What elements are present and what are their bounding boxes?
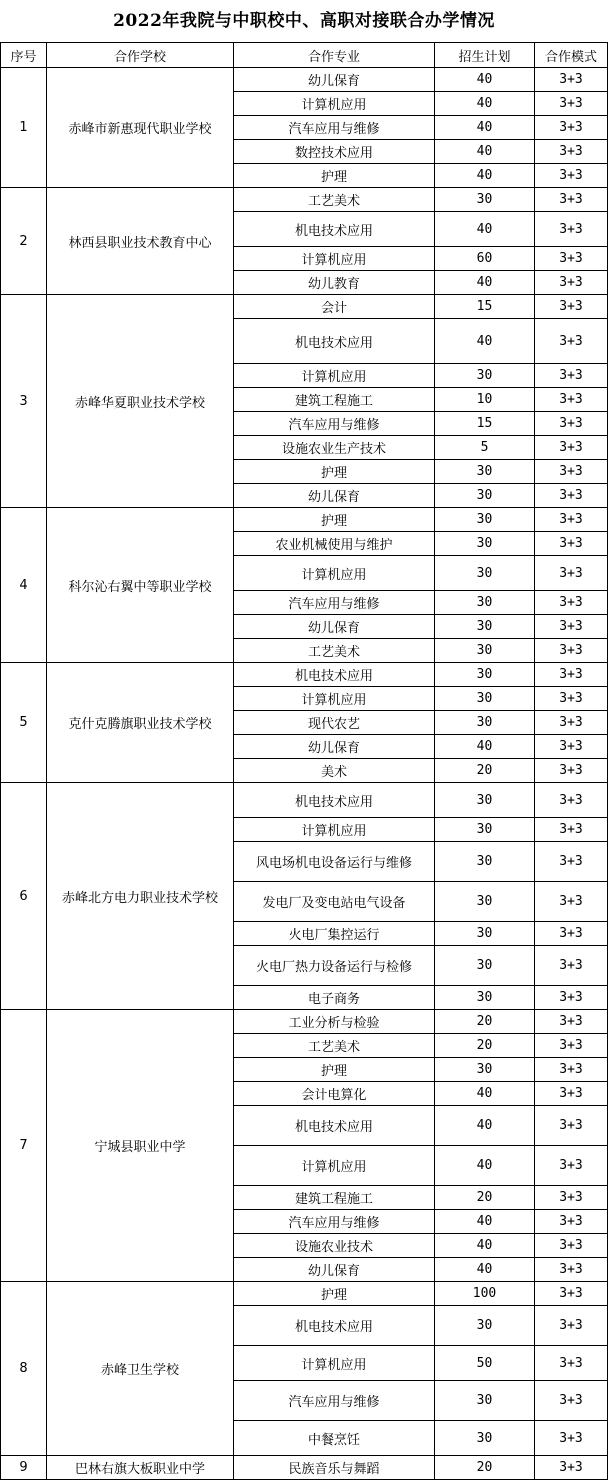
cell-mode: 3+3 [535,591,608,615]
cell-plan: 40 [435,1082,535,1106]
cell-mode: 3+3 [535,842,608,882]
group-index: 1 [1,68,47,188]
cell-mode: 3+3 [535,1146,608,1186]
cell-plan: 40 [435,1146,535,1186]
cell-plan: 40 [435,68,535,92]
group-index: 8 [1,1282,47,1456]
table-body [1,68,608,1480]
cell-major: 中餐烹饪 [234,1421,435,1456]
cell-plan: 30 [435,532,535,556]
cell-mode: 3+3 [535,1306,608,1346]
cell-plan: 60 [435,247,535,271]
cell-major: 农业机械使用与维护 [234,532,435,556]
cell-mode: 3+3 [535,140,608,164]
cell-mode: 3+3 [535,1456,608,1480]
group-school: 赤峰卫生学校 [47,1282,234,1456]
cell-major: 计算机应用 [234,92,435,116]
cell-mode: 3+3 [535,164,608,188]
cell-mode: 3+3 [535,711,608,735]
cell-major: 幼儿教育 [234,271,435,295]
cell-mode: 3+3 [535,1058,608,1082]
cell-major: 风电场机电设备运行与维修 [234,842,435,882]
cell-mode: 3+3 [535,783,608,818]
cell-plan: 20 [435,1034,535,1058]
cell-major: 护理 [234,164,435,188]
cell-plan: 10 [435,388,535,412]
group-index: 2 [1,188,47,295]
cell-plan: 40 [435,735,535,759]
group-index: 3 [1,295,47,508]
table-row [1,295,608,319]
cell-major: 火电厂热力设备运行与检修 [234,946,435,986]
cell-plan: 30 [435,687,535,711]
cell-major: 幼儿保育 [234,68,435,92]
cell-major: 设施农业技术 [234,1234,435,1258]
cell-plan: 30 [435,508,535,532]
cell-major: 护理 [234,1282,435,1306]
cell-plan: 40 [435,116,535,140]
cell-plan: 30 [435,842,535,882]
cell-mode: 3+3 [535,532,608,556]
cell-major: 汽车应用与维修 [234,1210,435,1234]
cell-plan: 30 [435,556,535,591]
cell-mode: 3+3 [535,1258,608,1282]
group-school: 赤峰市新惠现代职业学校 [47,68,234,188]
group-school: 巴林右旗大板职业中学 [47,1456,234,1480]
cell-plan: 20 [435,1456,535,1480]
cell-major: 汽车应用与维修 [234,412,435,436]
cell-plan: 30 [435,711,535,735]
cell-major: 护理 [234,1058,435,1082]
cell-plan: 30 [435,1058,535,1082]
table-row [1,188,608,212]
cell-major: 工艺美术 [234,639,435,663]
group-index: 6 [1,783,47,1010]
cell-mode: 3+3 [535,1210,608,1234]
cell-mode: 3+3 [535,212,608,247]
group-school: 宁城县职业中学 [47,1010,234,1282]
cell-major: 民族音乐与舞蹈 [234,1456,435,1480]
cell-mode: 3+3 [535,247,608,271]
group-index: 4 [1,508,47,663]
cell-mode: 3+3 [535,946,608,986]
cell-major: 工艺美术 [234,188,435,212]
header-major: 合作专业 [234,43,435,68]
group-school: 科尔沁右翼中等职业学校 [47,508,234,663]
cell-plan: 40 [435,140,535,164]
cell-mode: 3+3 [535,687,608,711]
cell-major: 数控技术应用 [234,140,435,164]
cell-plan: 30 [435,460,535,484]
cell-major: 建筑工程施工 [234,388,435,412]
cell-major: 计算机应用 [234,818,435,842]
cell-major: 机电技术应用 [234,212,435,247]
cell-plan: 30 [435,783,535,818]
cell-mode: 3+3 [535,922,608,946]
cell-plan: 30 [435,663,535,687]
cell-mode: 3+3 [535,639,608,663]
cell-major: 计算机应用 [234,687,435,711]
cell-major: 幼儿保育 [234,484,435,508]
table-row [1,1456,608,1480]
header-row [1,43,608,68]
cell-plan: 40 [435,1106,535,1146]
cell-mode: 3+3 [535,460,608,484]
cell-mode: 3+3 [535,556,608,591]
cell-mode: 3+3 [535,1106,608,1146]
table-row [1,663,608,687]
cell-mode: 3+3 [535,759,608,783]
cell-plan: 40 [435,319,535,364]
cell-mode: 3+3 [535,319,608,364]
cell-plan: 20 [435,1010,535,1034]
cell-plan: 30 [435,1421,535,1456]
cell-plan: 40 [435,1210,535,1234]
cell-mode: 3+3 [535,986,608,1010]
cell-plan: 40 [435,92,535,116]
cell-mode: 3+3 [535,1282,608,1306]
header-school: 合作学校 [47,43,234,68]
cell-mode: 3+3 [535,1381,608,1421]
cell-major: 机电技术应用 [234,663,435,687]
cell-plan: 30 [435,484,535,508]
table-row [1,783,608,818]
header-mode: 合作模式 [535,43,608,68]
cell-plan: 100 [435,1282,535,1306]
cell-plan: 40 [435,1234,535,1258]
cell-plan: 15 [435,412,535,436]
cell-mode: 3+3 [535,364,608,388]
cell-major: 工艺美术 [234,1034,435,1058]
group-index: 7 [1,1010,47,1282]
cell-mode: 3+3 [535,663,608,687]
cell-plan: 40 [435,212,535,247]
cell-major: 计算机应用 [234,1146,435,1186]
group-index: 9 [1,1456,47,1480]
cell-major: 汽车应用与维修 [234,116,435,140]
cell-mode: 3+3 [535,1346,608,1381]
cell-major: 计算机应用 [234,247,435,271]
group-school: 林西县职业技术教育中心 [47,188,234,295]
cell-plan: 5 [435,436,535,460]
cell-major: 幼儿保育 [234,1258,435,1282]
cell-plan: 30 [435,591,535,615]
cell-mode: 3+3 [535,818,608,842]
cell-plan: 40 [435,1258,535,1282]
cell-major: 电子商务 [234,986,435,1010]
cell-mode: 3+3 [535,1234,608,1258]
cell-mode: 3+3 [535,68,608,92]
cell-major: 汽车应用与维修 [234,591,435,615]
group-school: 赤峰华夏职业技术学校 [47,295,234,508]
table-row [1,1282,608,1306]
cell-plan: 30 [435,615,535,639]
cell-major: 幼儿保育 [234,615,435,639]
cell-major: 机电技术应用 [234,319,435,364]
cell-plan: 30 [435,818,535,842]
cell-major: 护理 [234,508,435,532]
cell-major: 现代农艺 [234,711,435,735]
table-row [1,68,608,92]
cell-plan: 15 [435,295,535,319]
cell-mode: 3+3 [535,735,608,759]
cell-mode: 3+3 [535,295,608,319]
group-school: 克什克腾旗职业技术学校 [47,663,234,783]
cell-plan: 30 [435,1381,535,1421]
cell-major: 机电技术应用 [234,1306,435,1346]
cell-major: 机电技术应用 [234,783,435,818]
cell-plan: 20 [435,1186,535,1210]
cell-major: 计算机应用 [234,364,435,388]
cell-mode: 3+3 [535,271,608,295]
cell-mode: 3+3 [535,1082,608,1106]
table-row [1,1010,608,1034]
cell-mode: 3+3 [535,615,608,639]
cell-plan: 30 [435,364,535,388]
cell-mode: 3+3 [535,92,608,116]
cell-mode: 3+3 [535,116,608,140]
cell-plan: 30 [435,922,535,946]
cell-major: 设施农业生产技术 [234,436,435,460]
cell-mode: 3+3 [535,412,608,436]
cell-major: 计算机应用 [234,556,435,591]
group-index: 5 [1,663,47,783]
cell-mode: 3+3 [535,436,608,460]
cell-plan: 30 [435,639,535,663]
cell-plan: 40 [435,164,535,188]
cell-major: 火电厂集控运行 [234,922,435,946]
cell-plan: 30 [435,882,535,922]
cell-mode: 3+3 [535,1010,608,1034]
cell-plan: 20 [435,759,535,783]
cell-major: 建筑工程施工 [234,1186,435,1210]
cell-mode: 3+3 [535,188,608,212]
table-row [1,508,608,532]
cell-plan: 30 [435,946,535,986]
cell-plan: 40 [435,271,535,295]
cell-major: 护理 [234,460,435,484]
cell-mode: 3+3 [535,1186,608,1210]
cell-major: 汽车应用与维修 [234,1381,435,1421]
cell-plan: 30 [435,188,535,212]
cell-plan: 30 [435,1306,535,1346]
cell-plan: 50 [435,1346,535,1381]
cell-major: 机电技术应用 [234,1106,435,1146]
cell-mode: 3+3 [535,484,608,508]
cell-mode: 3+3 [535,882,608,922]
cell-mode: 3+3 [535,1421,608,1456]
cooperation-table [0,42,608,1480]
cell-mode: 3+3 [535,508,608,532]
cell-mode: 3+3 [535,1034,608,1058]
cell-major: 美术 [234,759,435,783]
header-index: 序号 [1,43,47,68]
page-title: 2022年我院与中职校中、高职对接联合办学情况 [113,11,495,31]
cell-major: 会计电算化 [234,1082,435,1106]
cell-major: 发电厂及变电站电气设备 [234,882,435,922]
group-school: 赤峰北方电力职业技术学校 [47,783,234,1010]
cell-plan: 30 [435,986,535,1010]
header-plan: 招生计划 [435,43,535,68]
cell-major: 计算机应用 [234,1346,435,1381]
cell-major: 会计 [234,295,435,319]
cell-mode: 3+3 [535,388,608,412]
cell-major: 工业分析与检验 [234,1010,435,1034]
cell-major: 幼儿保育 [234,735,435,759]
